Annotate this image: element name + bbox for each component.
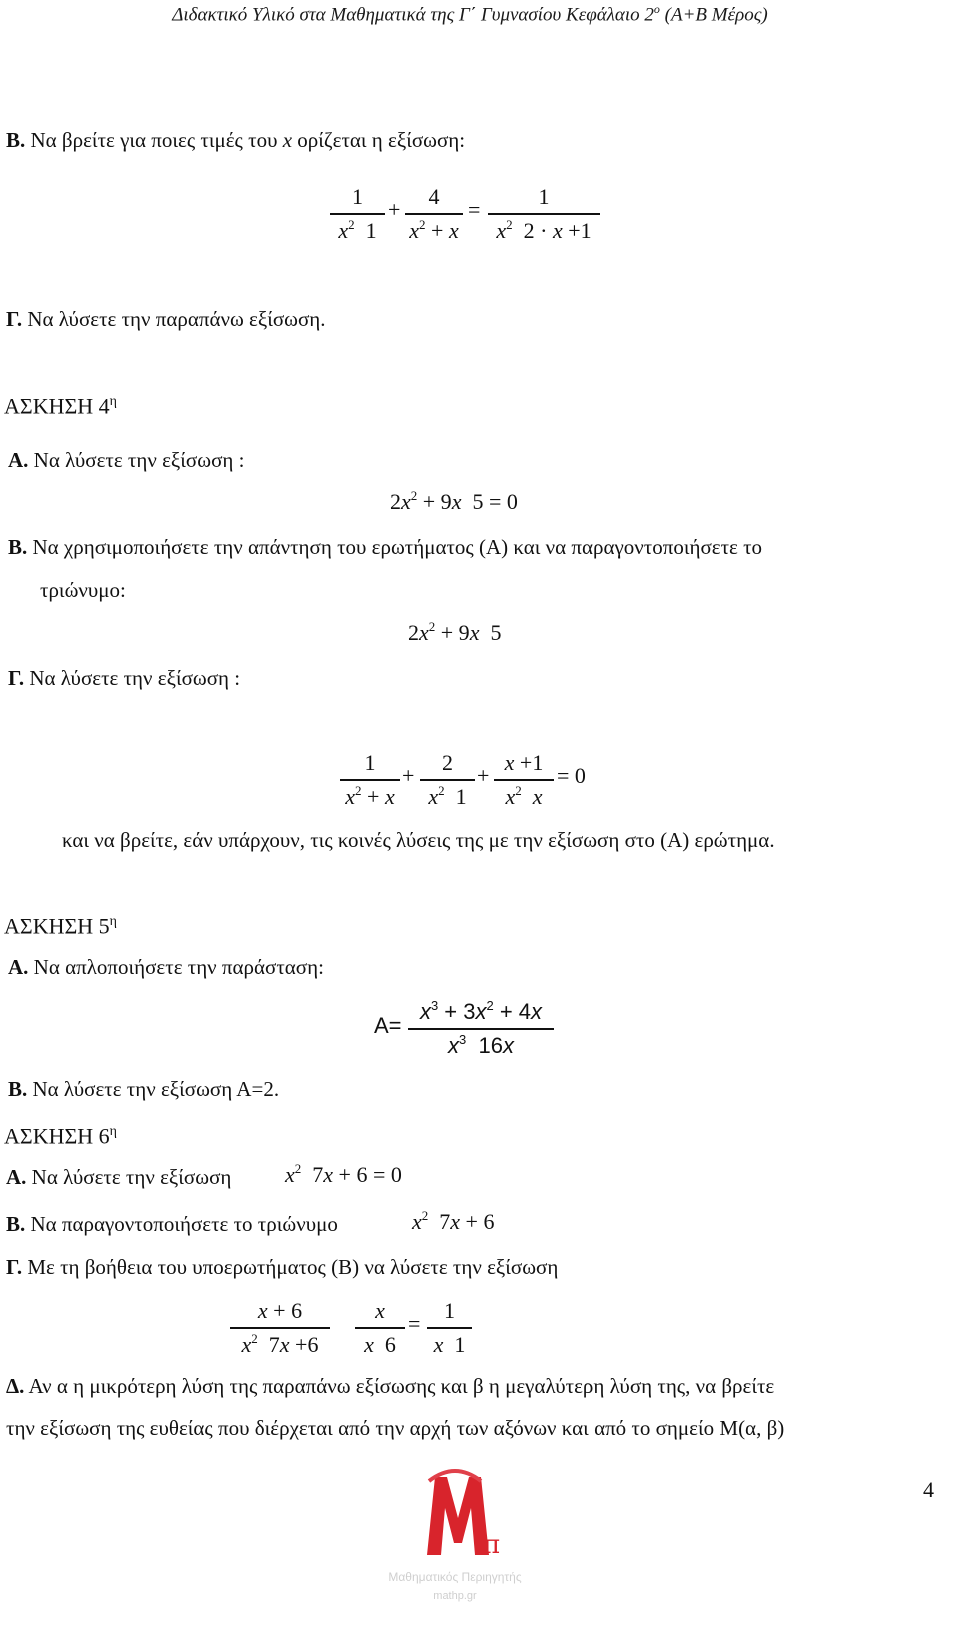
- equation-quadratic: $2x^2 + 9x$ 5 = 0: [390, 488, 518, 514]
- svg-text:mathp.gr: mathp.gr: [433, 1590, 477, 1602]
- ex6-part-d-cont: την εξίσωση της ευθείας που διέρχεται από την αρχή των αξόνων και από το σημείο Μ(α, β): [6, 1416, 785, 1440]
- ex4-part-b-cont: τριώνυμο:: [40, 578, 126, 602]
- exercise-5-title: ΑΣΚΗΣΗ $5^\eta$: [4, 913, 117, 939]
- ex4-part-g-tail: και να βρείτε, εάν υπάρχουν, τις κοινές λύσεις της με την εξίσωση στο (Α) ερώτημα.: [62, 828, 775, 852]
- ex4-part-a: Α. Να λύσετε την εξίσωση :: [8, 448, 245, 472]
- mathp-logo: [355, 1463, 555, 1613]
- svg-text:π: π: [483, 1530, 501, 1560]
- trinomial: $2x^2 + 9x$ 5: [408, 619, 502, 645]
- ex6-part-a: Α. Να λύσετε την εξίσωση: [6, 1165, 232, 1189]
- ex4-part-g: Γ. Να λύσετε την εξίσωση :: [8, 666, 241, 690]
- page-number: 4: [923, 1477, 934, 1502]
- ex3-part-g: Γ. Να λύσετε την παραπάνω εξίσωση.: [6, 307, 326, 331]
- ex6-part-g: Γ. Με τη βοήθεια του υποερωτήματος (Β) να λύσετε την εξίσωση: [6, 1255, 559, 1279]
- trinomial-ex6: $x^2$ 7x + 6: [412, 1208, 495, 1234]
- ex6-part-b: Β. Να παραγοντοποιήσετε το τριώνυμο: [6, 1212, 338, 1236]
- expression-label: A=: [374, 1013, 402, 1038]
- ex3-part-b: Β. Να βρείτε για ποιες τιμές του x ορίζεται η εξίσωση:: [6, 128, 466, 152]
- equation-ex6a: $x^2$ 7x + 6 = 0: [285, 1161, 402, 1187]
- ex6-part-d: Δ. Αν α η μικρότερη λύση της παραπάνω εξίσωσης και β η μεγαλύτερη λύση της, να βρείτε: [6, 1374, 775, 1398]
- ex5-part-a: Α. Να απλοποιήσετε την παράσταση:: [8, 955, 324, 979]
- ex4-part-b: Β. Να χρησιμοποιήσετε την απάντηση του ερωτήματος (Α) και να παραγοντοποιήσετε το: [8, 535, 763, 559]
- page-header: Διδακτικό Υλικό στα Μαθηματικά της Γ΄ Γυμνασίου Κεφάλαιο $2^o$ (Α+Β Μέρος): [172, 2, 768, 26]
- exercise-4-title: ΑΣΚΗΣΗ $4^\eta$: [4, 393, 117, 419]
- expression-a: $x^3 + 3x^2 + 4x$ $x^3$ 16x: [408, 996, 554, 1062]
- exercise-6-title: ΑΣΚΗΣΗ $6^\eta$: [4, 1123, 117, 1149]
- svg-text:Μαθηματικός Περιηγητής: Μαθηματικός Περιηγητής: [388, 1570, 522, 1584]
- ex5-part-b: Β. Να λύσετε την εξίσωση Α=2.: [8, 1077, 280, 1101]
